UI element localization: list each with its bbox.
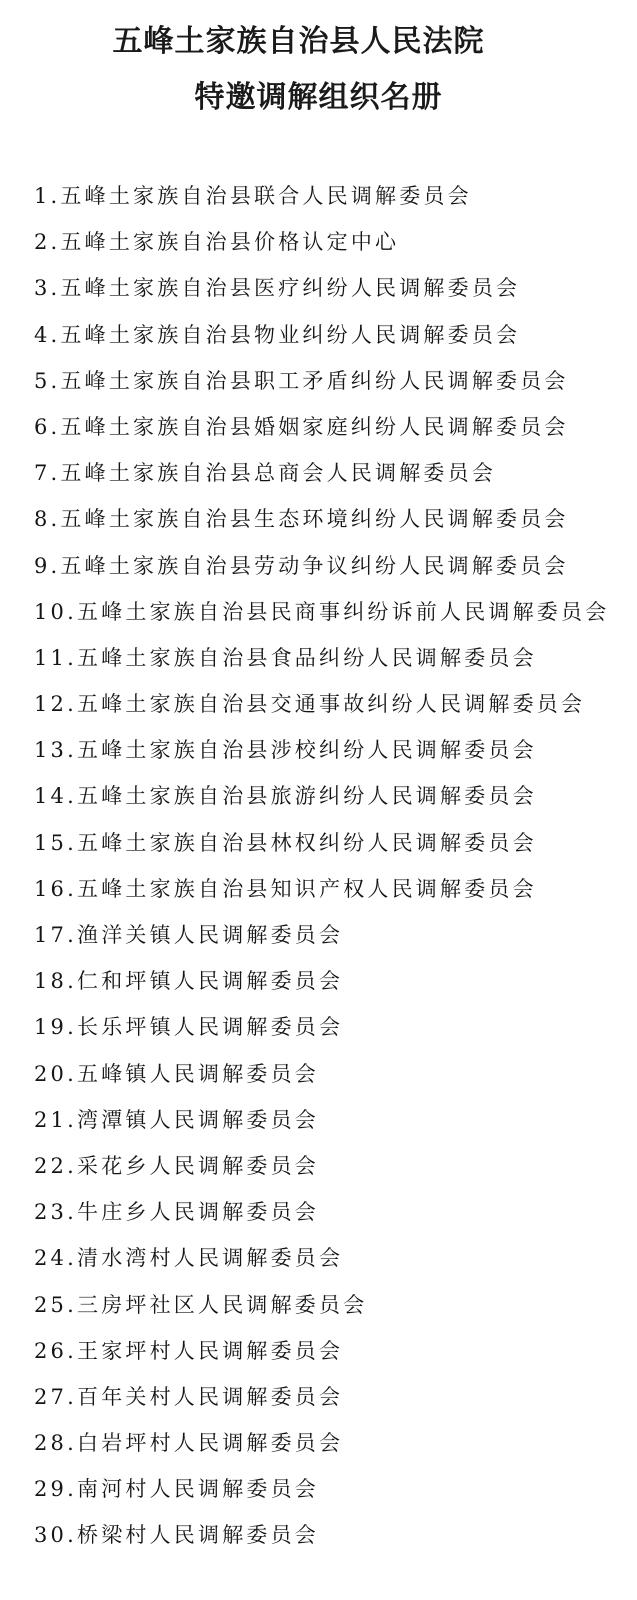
organization-list [34,173,629,1559]
list-item: 2.五峰土家族自治县价格认定中心 [34,230,400,255]
list-item: 10.五峰土家族自治县民商事纠纷诉前人民调解委员会 [34,599,610,624]
document-title [0,18,637,122]
list-item: 26.王家坪村人民调解委员会 [34,1338,344,1363]
list-item: 9.五峰土家族自治县劳动争议纠纷人民调解委员会 [34,553,569,578]
list-item: 18.仁和坪镇人民调解委员会 [34,969,344,994]
list-item: 15.五峰土家族自治县林权纠纷人民调解委员会 [34,830,537,855]
list-item: 20.五峰镇人民调解委员会 [34,1061,319,1086]
list-item: 13.五峰土家族自治县涉校纠纷人民调解委员会 [34,738,537,763]
list-item: 23.牛庄乡人民调解委员会 [34,1200,319,1225]
list-item: 19.长乐坪镇人民调解委员会 [34,1015,344,1040]
list-item: 29.南河村人民调解委员会 [34,1477,319,1502]
list-item: 5.五峰土家族自治县职工矛盾纠纷人民调解委员会 [34,368,569,393]
list-item: 21.湾潭镇人民调解委员会 [34,1107,319,1132]
list-item: 14.五峰土家族自治县旅游纠纷人民调解委员会 [34,784,537,809]
list-item: 7.五峰土家族自治县总商会人民调解委员会 [34,461,497,486]
list-item: 30.桥梁村人民调解委员会 [34,1523,319,1548]
list-item: 28.白岩坪村人民调解委员会 [34,1431,344,1456]
list-item: 11.五峰土家族自治县食品纠纷人民调解委员会 [34,645,537,670]
list-item: 27.百年关村人民调解委员会 [34,1384,344,1409]
list-item: 24.清水湾村人民调解委员会 [34,1246,344,1271]
list-item: 3.五峰土家族自治县医疗纠纷人民调解委员会 [34,276,521,301]
title-line-2: 特邀调解组织名册 [194,80,443,115]
list-item: 1.五峰土家族自治县联合人民调解委员会 [34,184,472,208]
list-item: 6.五峰土家族自治县婚姻家庭纠纷人民调解委员会 [34,414,569,439]
list-item: 8.五峰土家族自治县生态环境纠纷人民调解委员会 [34,507,569,532]
list-item: 22.采花乡人民调解委员会 [34,1153,319,1178]
list-item: 4.五峰土家族自治县物业纠纷人民调解委员会 [34,322,521,347]
list-item: 12.五峰土家族自治县交通事故纠纷人民调解委员会 [34,692,586,717]
title-line-1: 五峰土家族自治县人民法院 [112,24,485,59]
list-item: 25.三房坪社区人民调解委员会 [34,1292,368,1317]
list-item: 16.五峰土家族自治县知识产权人民调解委员会 [34,876,537,901]
list-item: 17.渔洋关镇人民调解委员会 [34,923,344,947]
